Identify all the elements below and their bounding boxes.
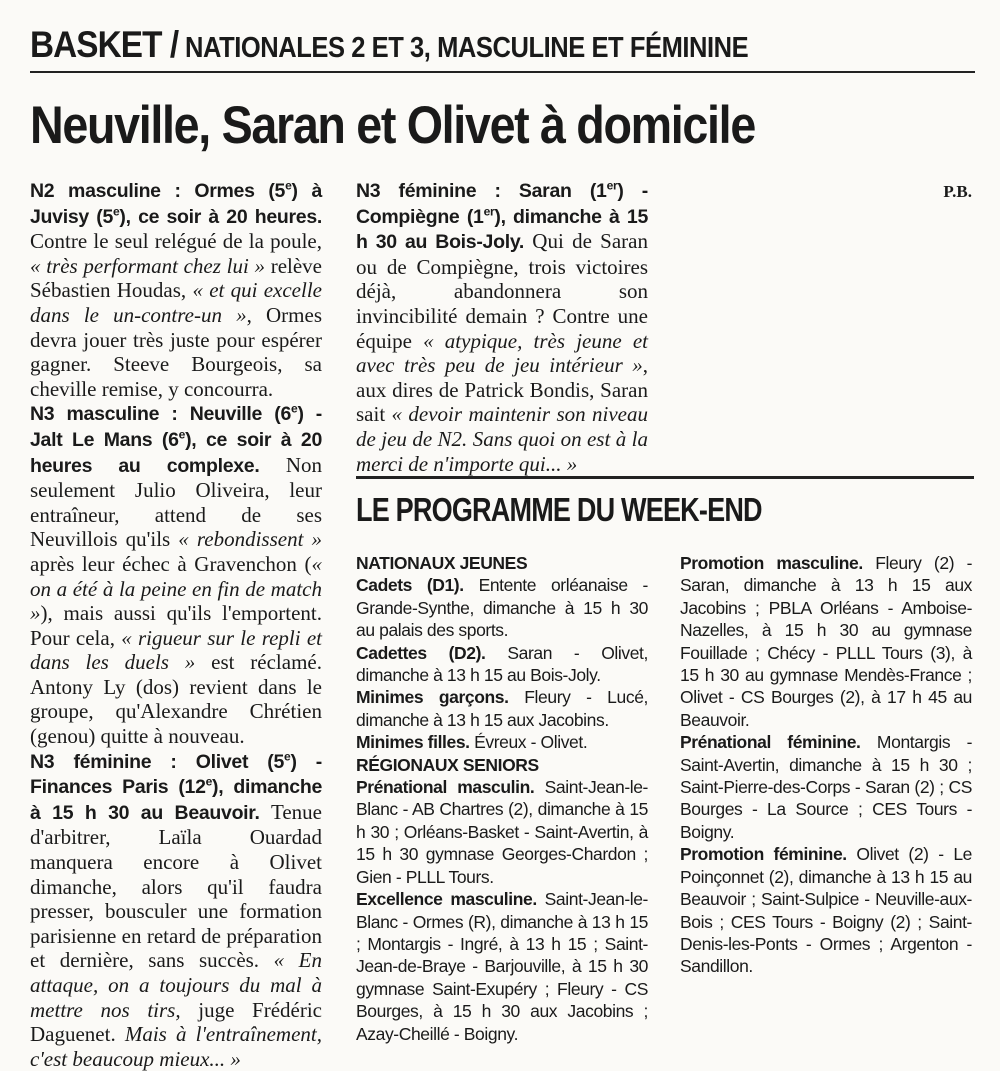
program-item-excellence-masculine: Excellence masculine. Saint-Jean-le-Blanc - Ormes (R), dimanche à 13 h 15 ; Montargis - Ingré, à 13 h 15 ; Saint-Jean-de-Braye - Barjouville, à 15 h 30 gymnase Saint-Exupéry ; Fleury - CS Bourges, à 15 h 30 aux Jacobins ; Azay-Cheillé - Boigny. (356, 889, 648, 1044)
program-column-1 (356, 552, 648, 1052)
section-rubric (30, 22, 975, 68)
program-item-cadets: Cadets (D1). Entente orléanaise - Grande-Synthe, dimanche à 15 h 30 au palais des sports. (356, 575, 648, 641)
lead-n3-feminine-saran: N3 féminine : Saran (1er) - Compiègne (1er), dimanche à 15 h 30 au Bois-Joly. (356, 178, 648, 254)
rubric-sport: BASKET / (30, 24, 179, 65)
lead-n3-feminine-olivet: N3 féminine : Olivet (5e) - Finances Paris (12e), dimanche à 15 h 30 au Beauvoir. (30, 749, 322, 824)
lead-n3-masculine: N3 masculine : Neuville (6e) - Jalt Le Mans (6e), ce soir à 20 heures au complexe. (30, 401, 322, 477)
program-item-minimes-filles: Minimes filles. Évreux - Olivet. (356, 732, 588, 753)
article-column-3 (680, 178, 972, 470)
program-item-promotion-masculine: Promotion masculine. Fleury (2) - Saran, dimanche à 13 h 15 aux Jacobins ; PBLA Orléans - Amboise-Nazelles, à 15 h 30 au gymnase Fouillade ; Chécy - PLLL Tours (3), à 15 h 30 au gymnase Mendès-France ; Olivet - CS Bourges (2), à 17 h 45 au Beauvoir. (680, 553, 972, 730)
paragraph-n3-feminine-olivet: N3 féminine : Olivet (5e) - Finances Paris (12e), dimanche à 15 h 30 au Beauvoir. Tenue d'arbitrer, Laïla Ouardad manquera encore à Olivet dimanche, alors qu'il faudra presser, bousculer une formation parisienne en retard de préparation et dernière, sans succès. « En attaque, on a toujours du mal à mettre nos tirs, juge Frédéric Daguenet. Mais à l'entraînement, c'est beaucoup mieux... » (30, 749, 323, 1071)
article-headline: Neuville, Saran et Olivet à domicile (30, 96, 755, 155)
program-item-prenational-feminine: Prénational féminine. Montargis - Saint-Avertin, dimanche à 15 h 30 ; Saint-Pierre-des-Corps - Saran (2) ; CS Bourges - La Source ; CES Tours - Boigny. (680, 732, 972, 842)
paragraph-n3-masculine: N3 masculine : Neuville (6e) - Jalt Le Mans (6e), ce soir à 20 heures au complexe. Non seulement Julio Oliveira, leur entraîneur, attend de ses Neuvillois qu'ils « rebondissent » après leur échec à Gravenchon (« on a été à la peine en fin de match »), mais aussi qu'ils l'emportent. Pour cela, « rigueur sur le repli et dans les duels » est réclamé. Antony Ly (dos) revient dans le groupe, qu'Alexandre Chrétien (genou) quitte à nouveau. (30, 401, 323, 749)
program-rule (356, 476, 974, 479)
lead-n2-masculine: N2 masculine : Ormes (5e) à Juvisy (5e), ce soir à 20 heures. (30, 178, 323, 228)
heading-regionaux-seniors: RÉGIONAUX SENIORS (356, 754, 539, 775)
program-column-2 (680, 552, 972, 1052)
program-item-prenational-masculin: Prénational masculin. Saint-Jean-le-Blanc - AB Chartres (2), dimanche à 15 h 30 ; Orléans-Basket - Saint-Avertin, à 15 h 30 gymnase Georges-Chardon ; Gien - PLLL Tours. (356, 777, 648, 887)
program-item-promotion-feminine: Promotion féminine. Olivet (2) - Le Poinçonnet (2), dimanche à 13 h 15 au Beauvoir ; Saint-Sulpice - Neuville-aux-Bois ; CES Tours - Boigny (2) ; Saint-Denis-les-Ponts - Ormes ; Argenton - Sandillon. (680, 844, 972, 977)
paragraph-n2-masculine: N2 masculine : Ormes (5e) à Juvisy (5e), ce soir à 20 heures. Contre le seul relégué de la poule, « très performant chez lui » relève Sébastien Houdas, « et qui excelle dans le un-contre-un », Ormes devra jouer très juste pour espérer gagner. Steeve Bourgeois, sa cheville remise, y concourra. (30, 178, 323, 401)
author-signature: P.B. (943, 182, 972, 201)
program-item-cadettes: Cadettes (D2). Saran - Olivet, dimanche à 13 h 15 au Bois-Joly. (356, 642, 648, 686)
program-title: LE PROGRAMME DU WEEK-END (356, 491, 762, 528)
paragraph-n3-feminine-saran: N3 féminine : Saran (1er) - Compiègne (1er), dimanche à 15 h 30 au Bois-Joly. Qui de Saran ou de Compiègne, trois victoires déjà, abandonnera son invincibilité demain ? Contre une équipe « atypique, très jeune et avec très peu de jeu intérieur », aux dires de Patrick Bondis, Saran sait « devoir maintenir son niveau de jeu de N2. Sans quoi on est à la merci de n'importe qui... » (356, 178, 648, 476)
article-column-1 (30, 178, 323, 1071)
header-rule (30, 71, 975, 73)
heading-nationaux-jeunes: NATIONAUX JEUNES (356, 553, 528, 573)
program-item-minimes-garcons: Minimes garçons. Fleury - Lucé, dimanche à 13 h 15 aux Jacobins. (356, 687, 648, 730)
article-column-2 (356, 178, 648, 476)
rubric-subtitle: NATIONALES 2 ET 3, MASCULINE ET FÉMININE (185, 32, 749, 64)
